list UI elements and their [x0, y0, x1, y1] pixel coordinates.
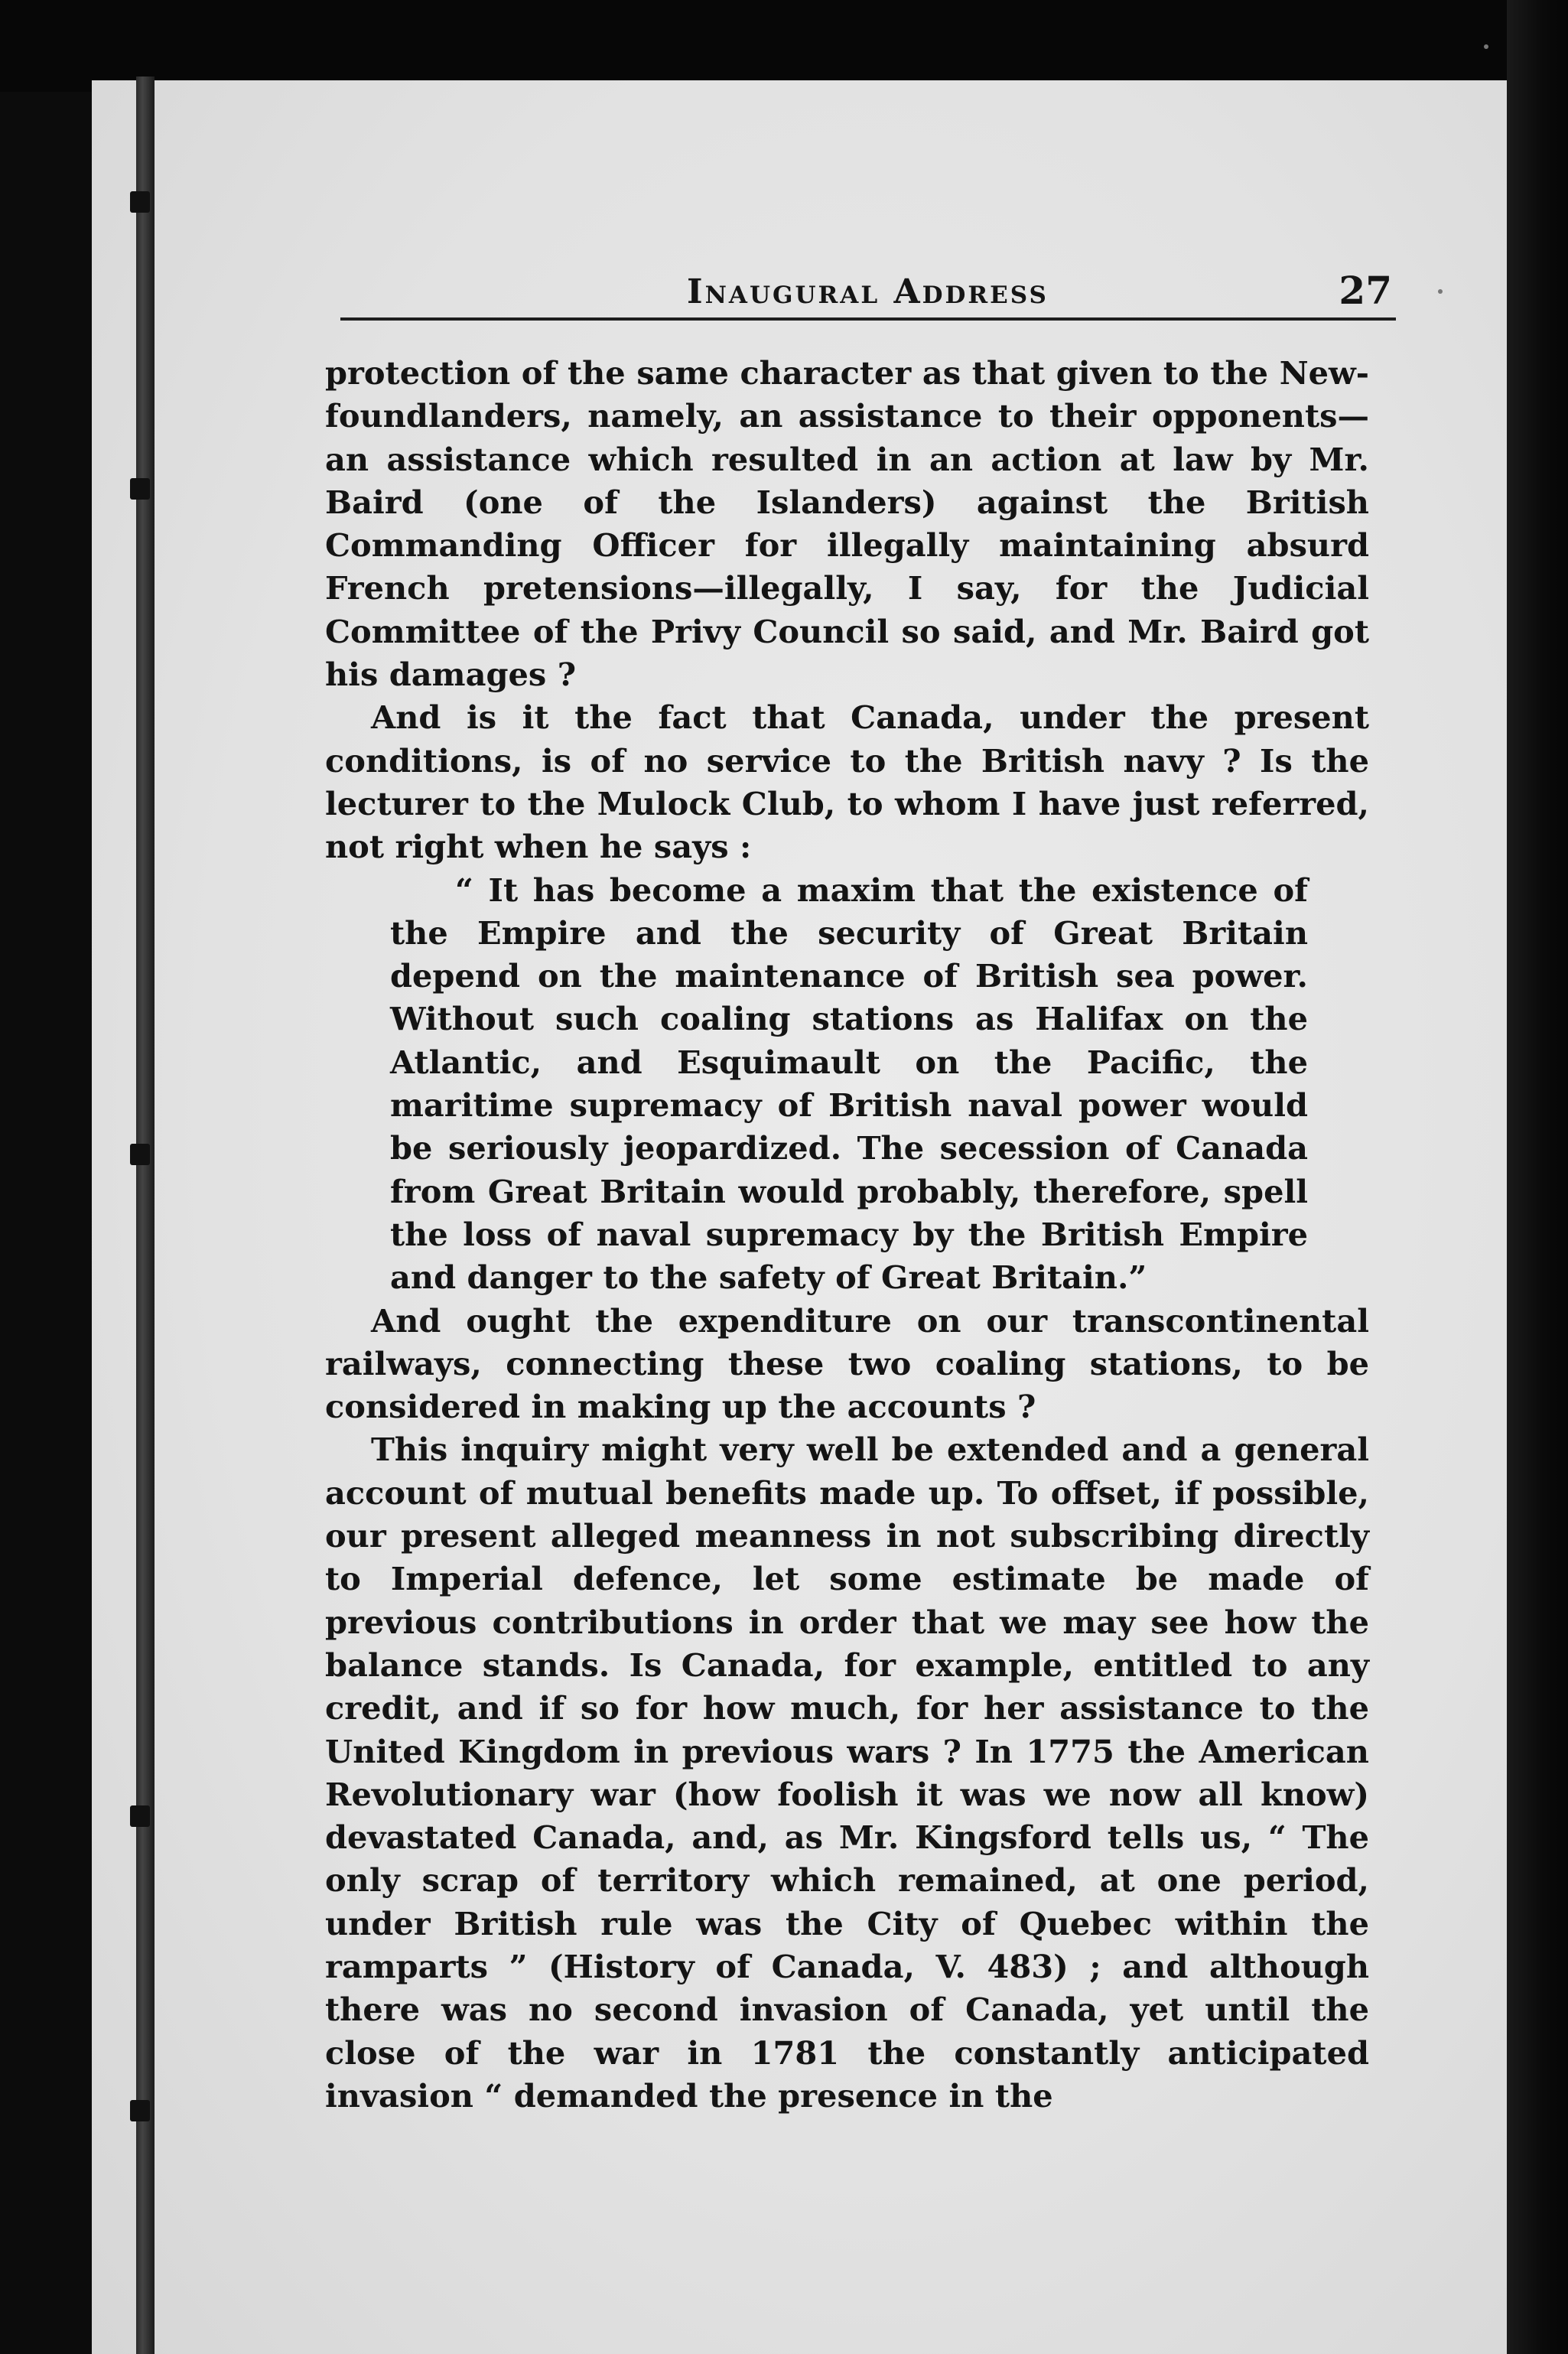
page-number: 27 [1339, 268, 1392, 313]
binding-stitch-mark [130, 191, 150, 213]
binding-stitch-mark [130, 2100, 150, 2121]
binding-stitch-mark [130, 478, 150, 500]
header-rule [340, 317, 1396, 321]
binding-stitch-mark [130, 1805, 150, 1827]
running-head: Inaugural Address [687, 272, 1049, 311]
paragraph: And ought the expenditure on our transcontinental railways, connecting these two coaling stations, to be considered in making up the accounts ? [325, 1301, 1369, 1426]
paragraph: This inquiry might very well be extended and a general account of mutual benefits made up. To offset, if possible, our present alleged meanness in not subscribing directly to Imperial defence, let some estimate be made of previous contributions in order that we may see how the balance stands. Is Canada, for example, entitled to any credit, and if so for how much, for her assistance to the United Kingdom in previous wars ? In 1775 the American Revolutionary war (how foolish it was we now all know) devastated Canada, and, as Mr. Kingsford tells us, “ The only scrap of territory which remained, at one period, under British rule was the City of Quebec within the ramparts ” (History of Canada, V. 483) ; and although there was no second invasion of Canada, yet until the close of the war in 1781 the constantly anticipated invasion “ demanded the presence in the [325, 1431, 1369, 2115]
binding-stitch-mark [130, 1144, 150, 1165]
paragraph: And is it the fact that Canada, under the present conditions, is of no service to the British navy ? Is the lecturer to the Mulock Club, to whom I have just referred, not right when he says : [325, 698, 1369, 866]
scan-speck [1484, 44, 1488, 49]
paragraph: protection of the same character as that given to the New-foundlanders, namely, an assistance to their opponents—an assistance which resulted in an action at law by Mr. Baird (one of the Islanders) against the British Commanding Officer for illegally maintaining absurd French pretensions—illegally, I say, for the Judicial Committee of the Privy Council so said, and Mr. Baird got his damages ? [325, 354, 1369, 694]
scan-right-border [1507, 0, 1568, 2354]
page-binding-edge [136, 77, 155, 2354]
block-quote [390, 869, 1308, 1300]
scan-top-border [0, 0, 1568, 92]
quote-text: “ It has become a maxim that the existence of the Empire and the security of Great Britain depend on the maintenance of British sea power. Without such coaling stations as Halifax on the Atlantic, and Esquimault on the Pacific, the maritime supremacy of British naval power would be seriously jeopardized. The secession of Canada from Great Britain would probably, therefore, spell the loss of naval supremacy by the British Empire and danger to the safety of Great Britain.” [390, 871, 1308, 1297]
body-text [325, 352, 1369, 2118]
scan-speck [1438, 289, 1443, 294]
page-header [329, 268, 1392, 321]
